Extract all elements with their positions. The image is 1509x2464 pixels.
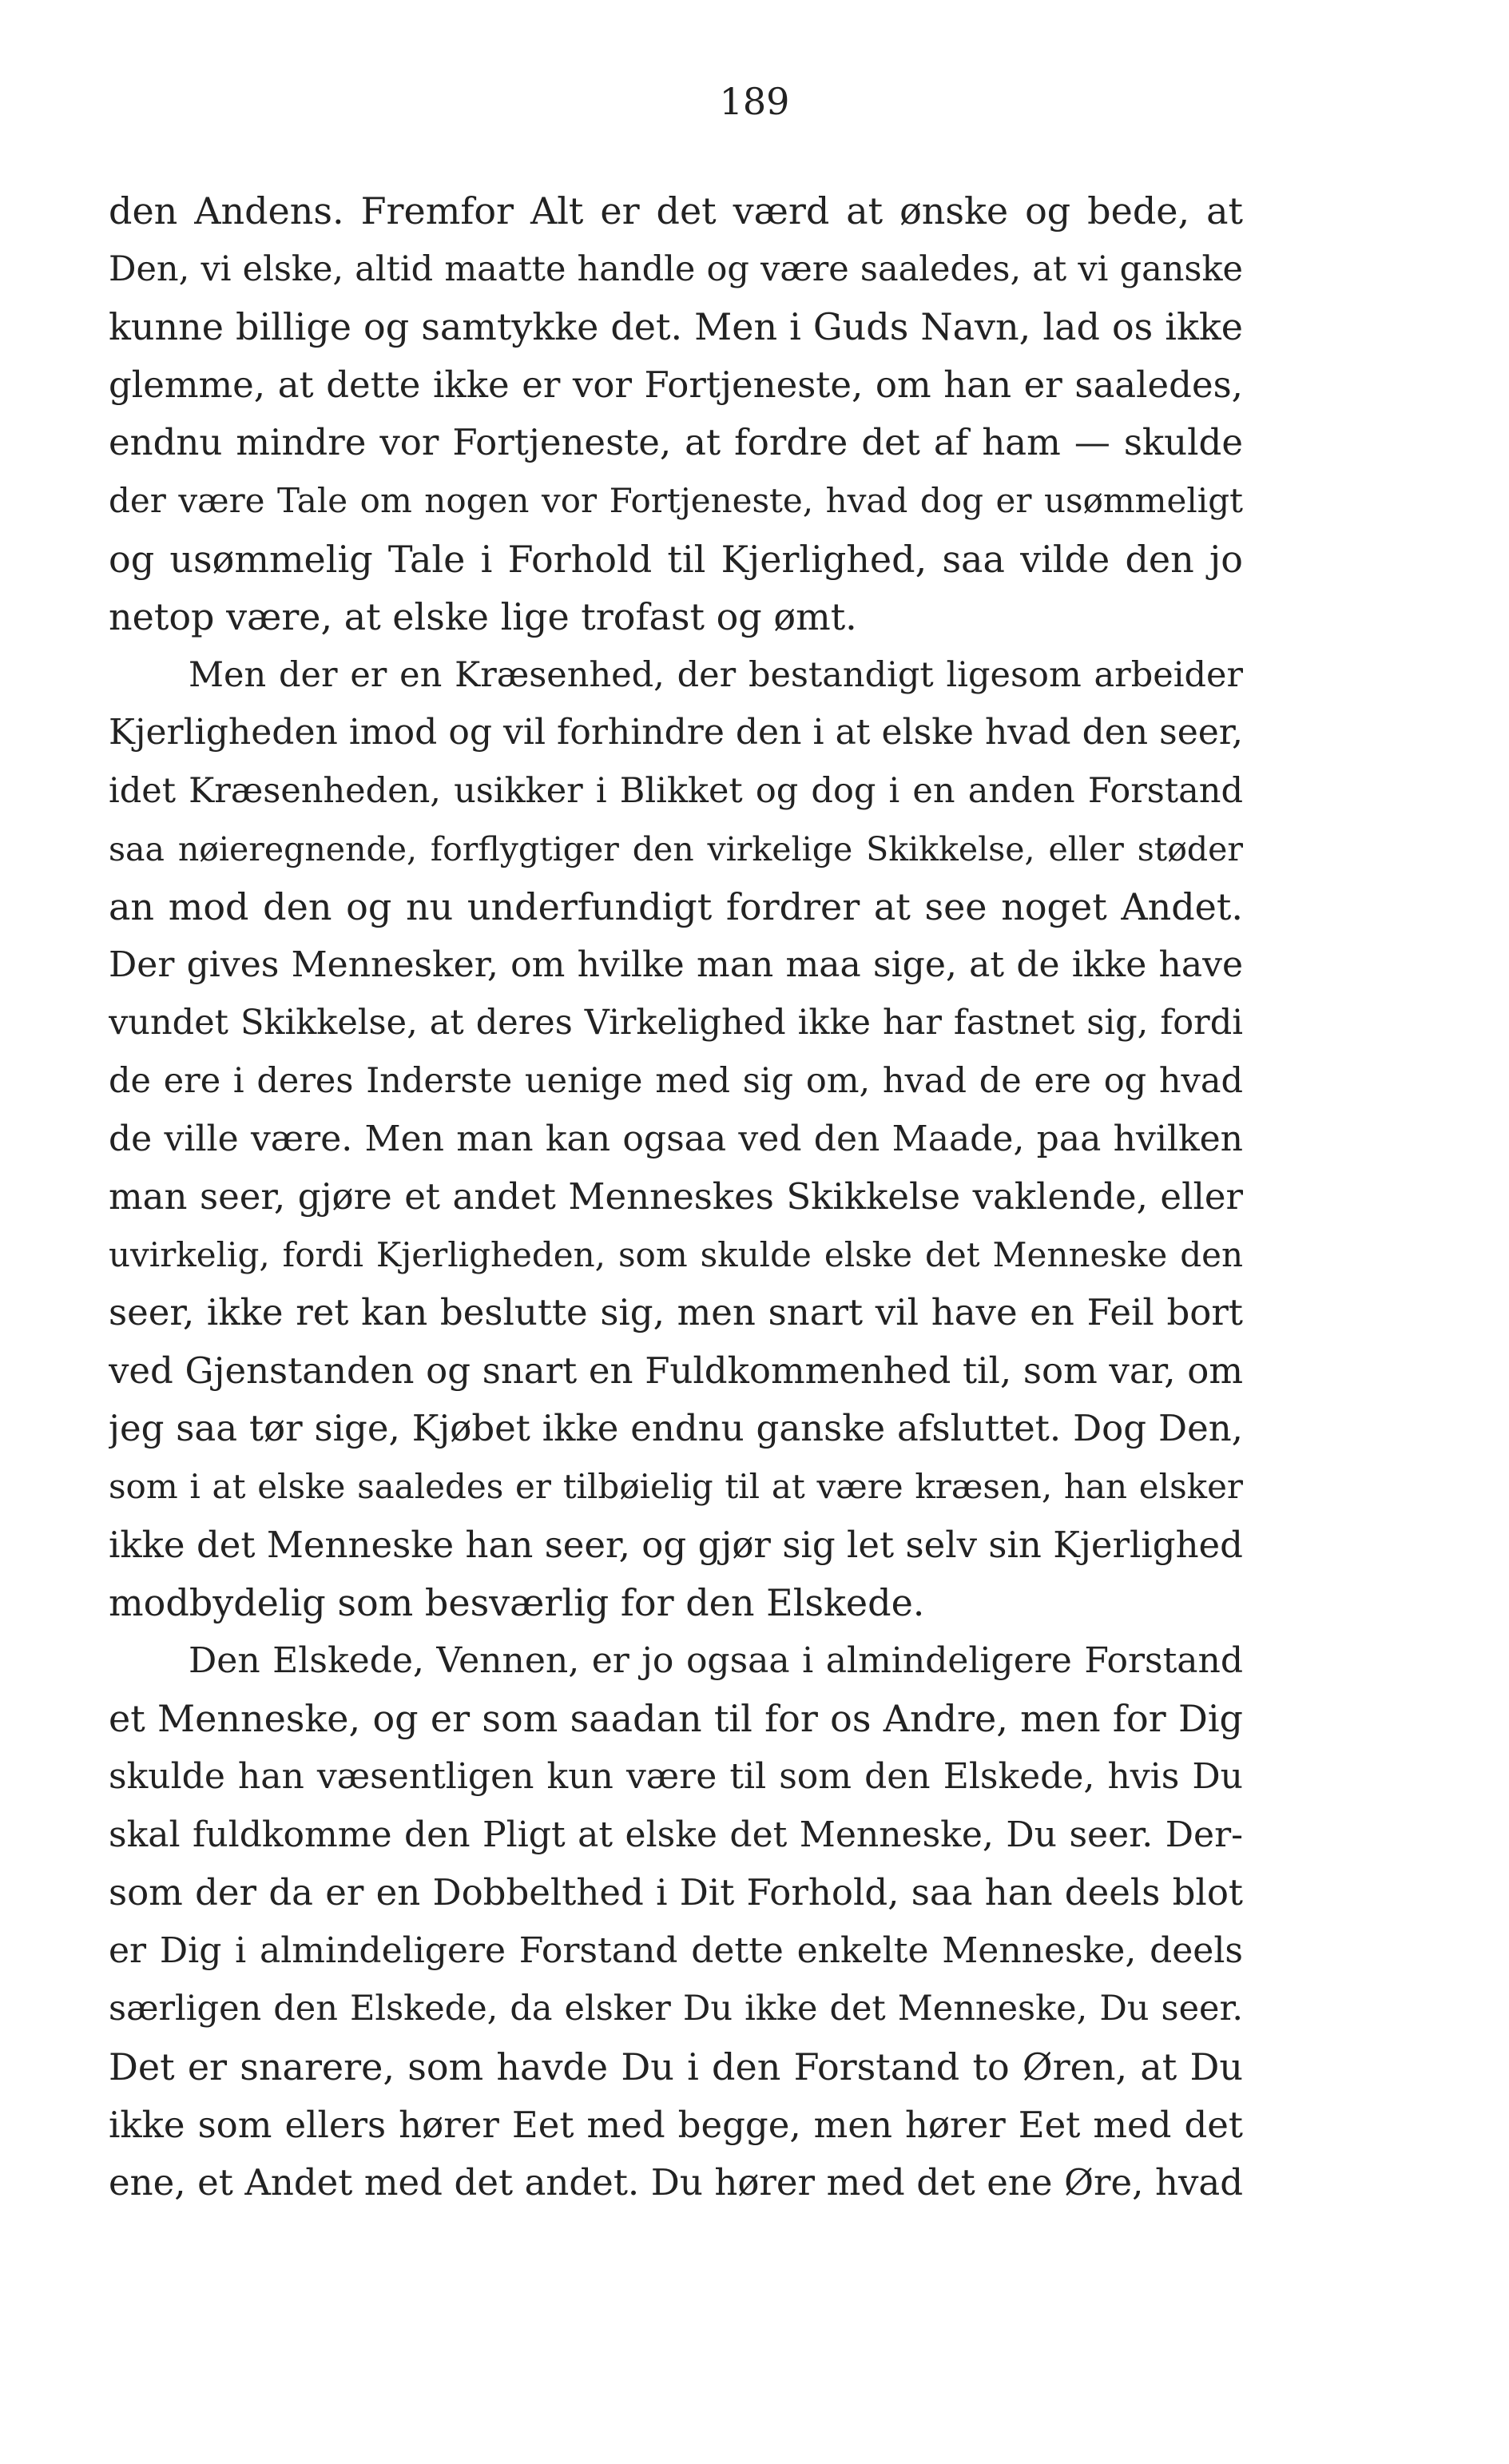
text-line: man seer, gjøre et andet Menneskes Skikkelse vaklende, eller: [109, 1175, 1243, 1218]
text-line: vundet Skikkelse, at deres Virkelighed ikke har fastnet sig, fordi: [109, 1003, 1243, 1043]
text-line: saa nøieregnende, forflygtiger den virkelige Skikkelse, eller støder: [109, 829, 1243, 868]
text-line: uvirkelig, fordi Kjerligheden, som skulde elske det Menneske den: [109, 1234, 1243, 1274]
text-line: skulde han væsentligen kun være til som den Elskede, hvis Du: [109, 1756, 1243, 1798]
page-number: 189: [719, 80, 790, 123]
text-line: Der gives Mennesker, om hvilke man maa sige, at de ikke have: [109, 944, 1243, 985]
text-line: Den, vi elske, altid maatte handle og være saaledes, at vi ganske: [109, 248, 1243, 289]
text-line: Den Elskede, Vennen, er jo ogsaa i almindeligere Forstand: [189, 1639, 1243, 1681]
text-line: jeg saa tør sige, Kjøbet ikke endnu ganske afsluttet. Dog Den,: [109, 1407, 1243, 1450]
text-line: som der da er en Dobbelthed i Dit Forhold, saa han deels blot: [109, 1871, 1243, 1914]
body-text: [109, 182, 1243, 2212]
text-line: endnu mindre vor Fortjeneste, at fordre det af ham — skulde: [109, 421, 1243, 464]
text-line: glemme, at dette ikke er vor Fortjeneste, om han er saaledes,: [109, 363, 1243, 406]
text-line: som i at elske saaledes er tilbøielig til at være kræsen, han elsker: [109, 1467, 1243, 1507]
text-line: de ville være. Men man kan ogsaa ved den Maade, paa hvilken: [109, 1118, 1243, 1159]
text-line: idet Kræsenheden, usikker i Blikket og dog i en anden Forstand: [109, 770, 1243, 811]
text-line: særligen den Elskede, da elsker Du ikke det Menneske, Du seer.: [109, 1989, 1243, 2029]
text-line: de ere i deres Inderste uenige med sig om, hvad de ere og hvad: [109, 1060, 1243, 1101]
text-line: der være Tale om nogen vor Fortjeneste, hvad dog er usømmeligt: [109, 480, 1243, 520]
text-line: et Menneske, og er som saadan til for os Andre, men for Dig: [109, 1697, 1243, 1741]
text-line: den Andens. Fremfor Alt er det værd at ønske og bede, at: [109, 189, 1243, 232]
text-line: og usømmelig Tale i Forhold til Kjerlighed, saa vilde den jo: [109, 537, 1243, 581]
text-line: ved Gjenstanden og snart en Fuldkommenhed til, som var, om: [109, 1349, 1243, 1392]
text-line: an mod den og nu underfundigt fordrer at see noget Andet.: [109, 885, 1243, 929]
text-line: seer, ikke ret kan beslutte sig, men snart vil have en Feil bort: [109, 1291, 1243, 1334]
text-line: er Dig i almindeligere Forstand dette enkelte Menneske, deels: [109, 1929, 1243, 1971]
text-line: Kjerligheden imod og vil forhindre den i at elske hvad den seer,: [109, 712, 1243, 753]
text-line: ikke det Menneske han seer, og gjør sig let selv sin Kjerlighed: [109, 1523, 1243, 1566]
text-line: Det er snarere, som havde Du i den Forstand to Øren, at Du: [109, 2045, 1243, 2088]
text-line: ikke som ellers hører Eet med begge, men hører Eet med det: [109, 2103, 1243, 2146]
text-line: skal fuldkomme den Pligt at elske det Menneske, Du seer. Der-: [109, 1814, 1243, 1855]
text-line: ene, et Andet med det andet. Du hører med det ene Øre, hvad: [109, 2161, 1243, 2204]
text-line: Men der er en Kræsenhed, der bestandigt ligesom arbeider: [189, 654, 1243, 695]
text-line: netop være, at elske lige trofast og ømt.: [109, 595, 857, 639]
text-line: modbydelig som besværlig for den Elskede.: [109, 1581, 925, 1625]
text-line: kunne billige og samtykke det. Men i Guds Navn, lad os ikke: [109, 305, 1243, 349]
